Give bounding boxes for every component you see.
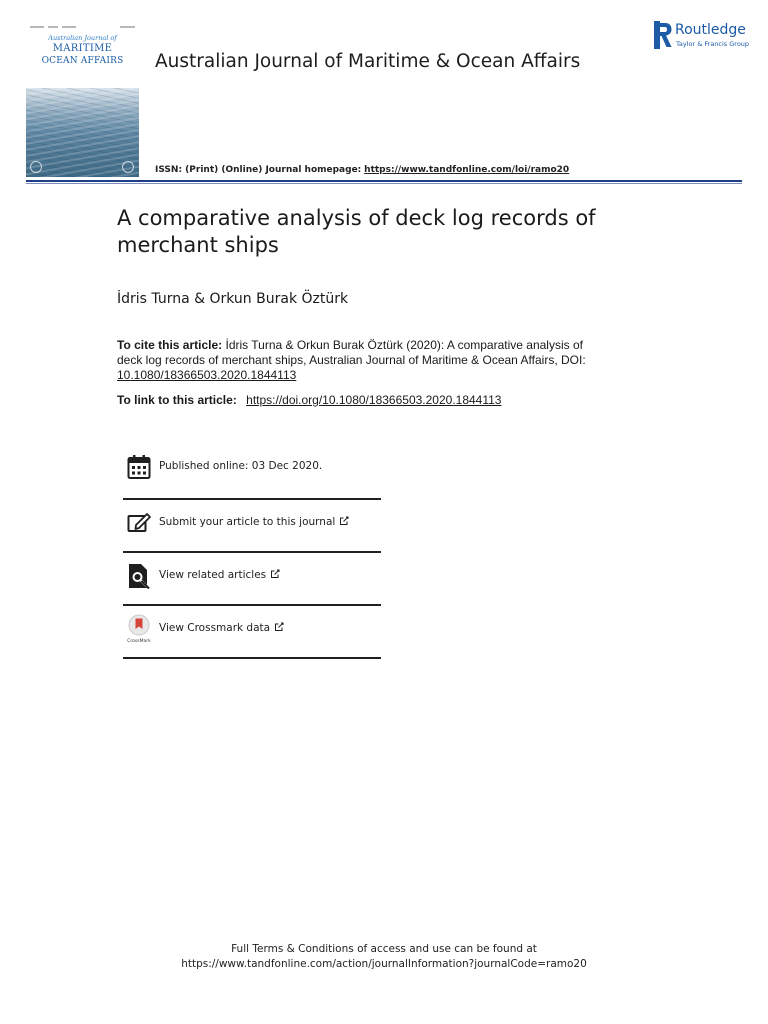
header-divider	[26, 180, 742, 182]
publisher-name: Routledge	[675, 22, 746, 38]
article-title: A comparative analysis of deck log records of merchant ships	[117, 206, 596, 257]
footer-line-1: Full Terms & Conditions of access and use can be found at	[231, 943, 537, 955]
external-link-icon	[270, 569, 280, 579]
footer-terms-link[interactable]: https://www.tandfonline.com/action/journalInformation?journalCode=ramo20	[181, 958, 587, 970]
cover-title-line-2: OCEAN AFFAIRS	[41, 56, 124, 66]
calendar-icon	[127, 454, 151, 480]
cover-small-title: Australian Journal of	[48, 34, 117, 42]
citation-doi-link[interactable]: 10.1080/18366503.2020.1844113	[117, 368, 297, 382]
submit-article-label: Submit your article to this journal	[159, 516, 336, 528]
related-articles-text	[159, 569, 280, 581]
crossmark-caption: CrossMark	[127, 639, 151, 644]
action-divider	[123, 657, 381, 659]
article-doi-link[interactable]: https://doi.org/10.1080/18366503.2020.1844113	[246, 393, 502, 407]
journal-cover-thumbnail	[26, 26, 139, 177]
external-link-icon	[339, 516, 349, 526]
cover-title-line-1: MARITIME	[52, 43, 113, 54]
related-articles-label: View related articles	[159, 569, 267, 581]
published-online-row	[123, 442, 381, 494]
search-document-icon	[127, 563, 151, 589]
external-link-icon	[274, 622, 284, 632]
crossmark-text	[159, 622, 284, 634]
cover-header-strip	[30, 26, 135, 32]
cover-sea-image	[26, 88, 139, 177]
cover-logo-mark	[30, 161, 42, 173]
article-link-label: To link to this article:	[117, 393, 237, 407]
submit-article-button[interactable]	[123, 498, 381, 550]
article-link-line	[117, 393, 501, 407]
issn-label: ISSN: (Print) (Online) Journal homepage:	[155, 165, 362, 175]
citation-label: To cite this article:	[117, 338, 223, 352]
publisher-logo[interactable]	[654, 21, 750, 53]
journal-title: Australian Journal of Maritime & Ocean Affairs	[155, 51, 581, 72]
submit-article-text	[159, 516, 349, 528]
routledge-r-icon	[654, 21, 672, 49]
view-related-articles-button[interactable]	[123, 551, 381, 603]
crossmark-icon	[127, 614, 151, 644]
issn-line	[155, 165, 569, 175]
footer-terms	[0, 942, 768, 972]
header-divider-thin	[26, 183, 742, 184]
publisher-group: Taylor & Francis Group	[676, 40, 750, 48]
cover-logo-mark	[122, 161, 134, 173]
citation-block	[117, 338, 607, 383]
crossmark-label: View Crossmark data	[159, 622, 271, 634]
journal-homepage-link[interactable]: https://www.tandfonline.com/loi/ramo20	[364, 165, 570, 175]
edit-icon	[127, 510, 151, 536]
view-crossmark-button[interactable]	[123, 604, 381, 656]
published-online-text: Published online: 03 Dec 2020.	[159, 460, 323, 472]
citation-text: İdris Turna & Orkun Burak Öztürk (2020): A comparative analysis of deck log records of merchant ships, Australian Journal of Maritime & Ocean Affairs, DOI:	[117, 338, 586, 367]
article-authors: İdris Turna & Orkun Burak Öztürk	[117, 291, 349, 307]
